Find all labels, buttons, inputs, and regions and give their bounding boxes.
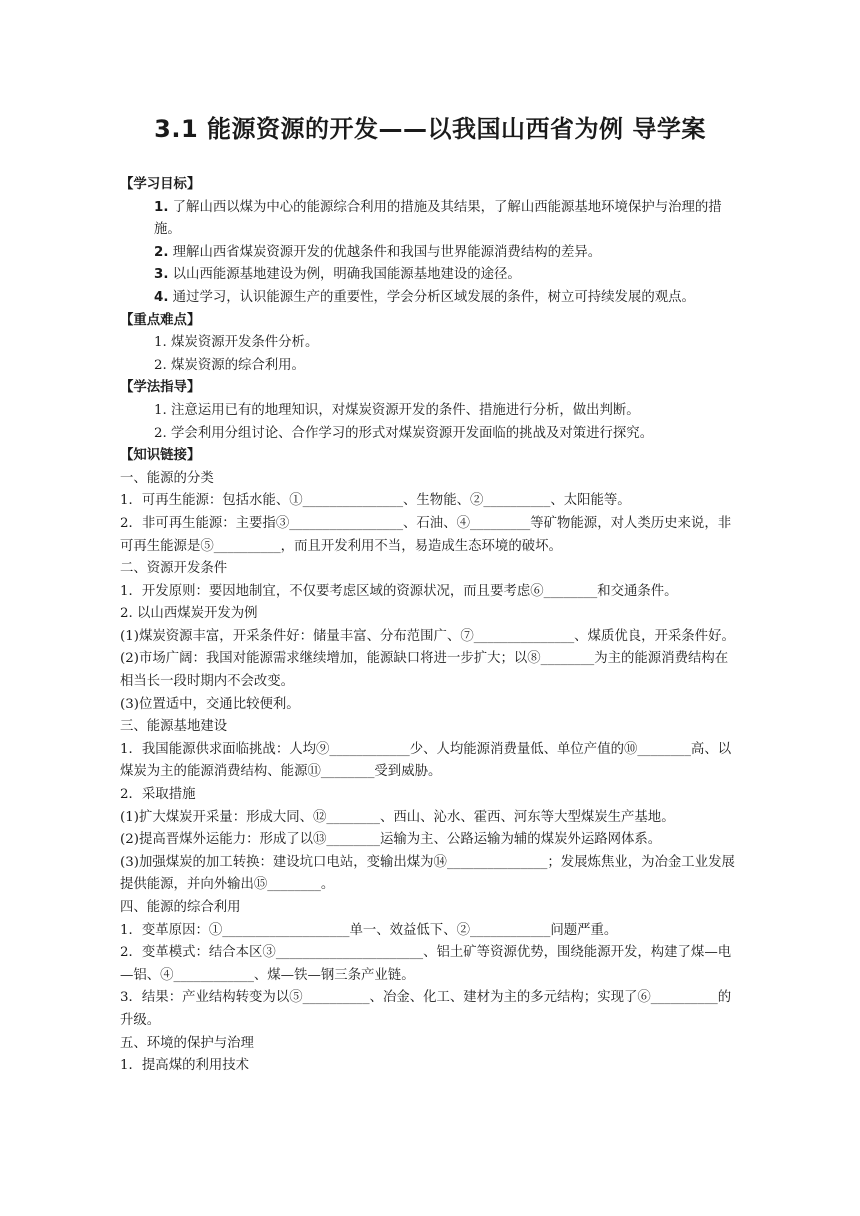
- objective-item: [120, 264, 740, 287]
- objective-item: [120, 242, 740, 265]
- knowledge-line: 1．开发原则：要因地制宜，不仅要考虑区域的资源状况，而且要考虑⑥________和交通条件。: [120, 583, 678, 599]
- knowledge-line: 2. 以山西煤炭开发为例: [120, 606, 258, 622]
- knowledge-line: (3)加强煤炭的加工转换：建设坑口电站，变输出煤为⑭_______________；发展炼焦业，为冶金工业发展提供能源，并向外输出⑮________。: [120, 854, 735, 893]
- key-point-item: 2. 煤炭资源的综合利用。: [154, 357, 305, 373]
- knowledge-line: 1．我国能源供求面临挑战：人均⑨____________少、人均能源消费量低、单位产值的⑩________高、以煤炭为主的能源消费结构、能源⑪________受到威胁。: [120, 741, 732, 780]
- method-item: 2. 学会利用分组讨论、合作学习的形式对煤炭资源开发面临的挑战及对策进行探究。: [154, 425, 654, 441]
- knowledge-line: (1)扩大煤炭开采量：形成大同、⑫________、西山、沁水、霍西、河东等大型煤炭生产基地。: [120, 809, 675, 825]
- knowledge-line: 2．非可再生能源：主要指③_________________、石油、④_________等矿物能源，对人类历史来说，非可再生能源是⑤__________，而且开发利用不当，易造成生态环境的破坏。: [120, 515, 732, 554]
- objective-text: 通过学习，认识能源生产的重要性，学会分析区域发展的条件，树立可持续发展的观点。: [168, 289, 695, 305]
- knowledge-line: 2．变革模式：结合本区③______________________、铝土矿等资源优势，围绕能源开发，构建了煤—电—铝、④____________、煤—铁—钢三条产业链。: [120, 945, 732, 983]
- knowledge-line: (3)位置适中，交通比较便利。: [120, 696, 300, 712]
- key-point-item: 1. 煤炭资源开发条件分析。: [154, 335, 319, 351]
- knowledge-line: 1．提高煤的利用技术: [120, 1058, 250, 1074]
- knowledge-line: 2．采取措施: [120, 787, 196, 803]
- document-body: [120, 174, 740, 1078]
- objective-number: 3.: [154, 267, 169, 283]
- objective-text: 以山西能源基地建设为例，明确我国能源基地建设的途径。: [168, 267, 521, 283]
- objective-number: 2.: [154, 244, 169, 260]
- objective-number: 4.: [154, 289, 169, 305]
- knowledge-line: 1．变革原因：①___________________单一、效益低下、②____________问题严重。: [120, 922, 618, 938]
- knowledge-line: 3．结果：产业结构转变为以⑤__________、冶金、化工、建材为主的多元结构；实现了⑥__________的升级。: [120, 990, 732, 1028]
- page-title: 3.1 能源资源的开发——以我国山西省为例 导学案: [154, 115, 706, 143]
- knowledge-line: (1)煤炭资源丰富，开采条件好：储量丰富、分布范围广、⑦_______________、煤质优良，开采条件好。: [120, 628, 735, 644]
- objective-text: 理解山西省煤炭资源开发的优越条件和我国与世界能源消费结构的差异。: [168, 244, 602, 260]
- knowledge-line: 三、能源基地建设: [120, 719, 228, 735]
- knowledge-heading: 【知识链接】: [120, 448, 201, 464]
- objectives-heading: 【学习目标】: [120, 177, 201, 192]
- objective-item: [120, 287, 740, 310]
- objective-item: [120, 197, 740, 242]
- knowledge-line: (2)市场广阔：我国对能源需求继续增加，能源缺口将进一步扩大；以⑧________为主的能源消费结构在相当长一段时期内不会改变。: [120, 651, 729, 690]
- knowledge-line: 四、能源的综合利用: [120, 900, 241, 915]
- method-item: 1. 注意运用已有的地理知识，对煤炭资源开发的条件、措施进行分析，做出判断。: [154, 402, 640, 418]
- knowledge-line: (2)提高晋煤外运能力：形成了以⑬________运输为主、公路运输为辅的煤炭外运路网体系。: [120, 832, 662, 848]
- knowledge-line: 五、环境的保护与治理: [120, 1035, 254, 1051]
- knowledge-line: 二、资源开发条件: [120, 561, 228, 577]
- objective-number: 1.: [154, 199, 169, 215]
- objective-text: 了解山西以煤为中心的能源综合利用的措施及其结果，了解山西能源基地环境保护与治理的措施。: [154, 199, 722, 238]
- knowledge-line: 一、能源的分类: [120, 470, 214, 486]
- knowledge-line: 1．可再生能源：包括水能、①_______________、生物能、②__________、太阳能等。: [120, 493, 631, 509]
- method-heading: 【学法指导】: [120, 380, 201, 396]
- key-points-heading: 【重点难点】: [120, 312, 201, 328]
